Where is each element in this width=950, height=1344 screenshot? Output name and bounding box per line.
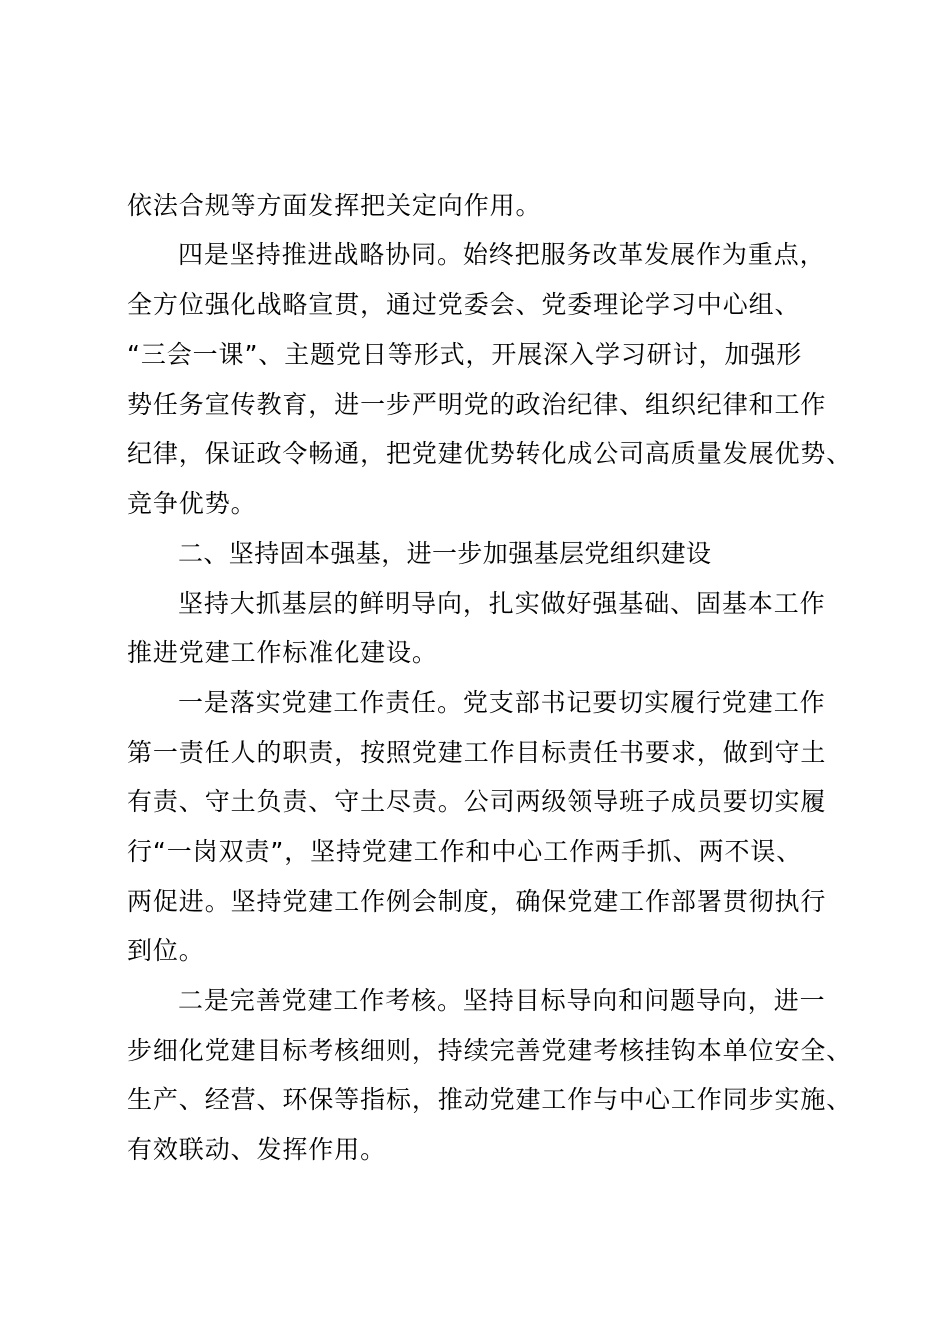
text-line: 二是完善党建工作考核。坚持目标导向和问题导向，进一 [178, 986, 826, 1015]
text-line: 四是坚持推进战略协同。始终把服务改革发展作为重点， [178, 240, 826, 269]
text-line: 依法合规等方面发挥把关定向作用。 [127, 191, 542, 220]
text-line: 一是落实党建工作责任。党支部书记要切实履行党建工作 [178, 688, 826, 717]
text-line: 第一责任人的职责，按照党建工作目标责任书要求，做到守土 [127, 738, 827, 767]
text-line: 有效联动、发挥作用。 [127, 1135, 387, 1164]
text-line: 生产、经营、环保等指标，推动党建工作与中心工作同步实施、 [127, 1085, 853, 1114]
text-line: “三会一课”、主题党日等形式，开展深入学习研讨，加强形 [127, 340, 803, 369]
text-line: 行“一岗双责”，坚持党建工作和中心工作两手抓、两不误、 [127, 837, 803, 866]
text-line: 竞争优势。 [127, 489, 257, 518]
section-heading: 二、坚持固本强基，进一步加强基层党组织建设 [178, 539, 712, 568]
text-line: 到位。 [127, 936, 205, 965]
text-line: 全方位强化战略宣贯，通过党委会、党委理论学习中心组、 [127, 290, 801, 319]
text-line: 坚持大抓基层的鲜明导向，扎实做好强基础、固基本工作 [178, 589, 826, 618]
text-line: 步细化党建目标考核细则，持续完善党建考核挂钩本单位安全、 [127, 1036, 853, 1065]
text-line: 纪律，保证政令畅通，把党建优势转化成公司高质量发展优势、 [127, 439, 853, 468]
text-line: 有责、守土负责、守土尽责。公司两级领导班子成员要切实履 [127, 787, 827, 816]
text-line: 推进党建工作标准化建设。 [127, 638, 438, 667]
text-line: 两促进。坚持党建工作例会制度，确保党建工作部署贯彻执行 [127, 887, 827, 916]
text-line: 势任务宣传教育，进一步严明党的政治纪律、组织纪律和工作 [127, 390, 827, 419]
